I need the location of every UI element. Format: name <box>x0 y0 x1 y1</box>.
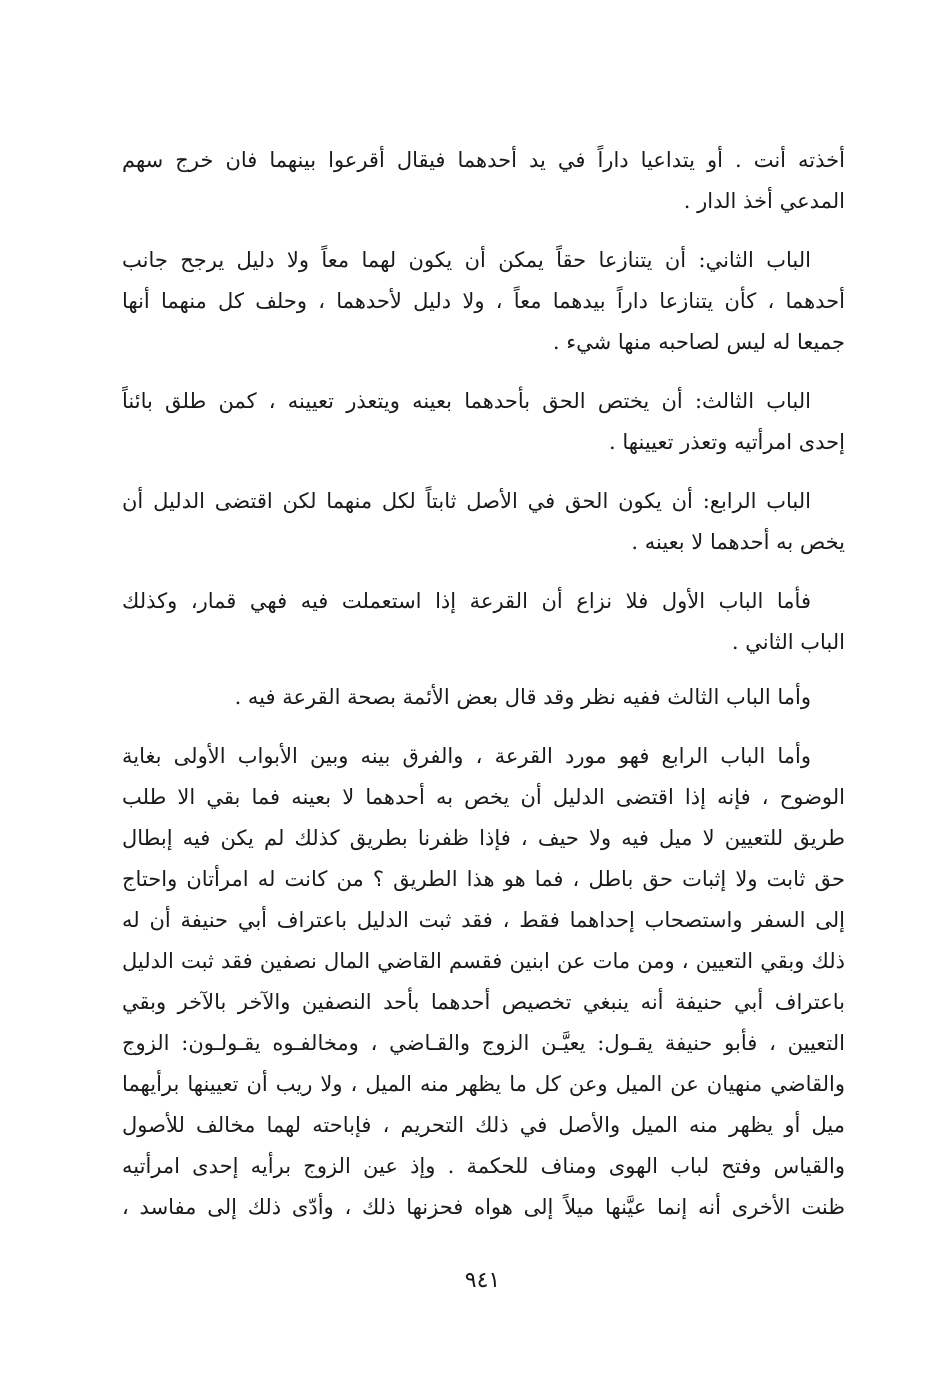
text-line: أخذته أنت . أو يتداعيا داراً في يد أحدهما فيقال أقرعوا بينهما فان خرج سهم <box>122 148 845 172</box>
text-line: الوضوح ، فإنه إذا اقتضى الدليل أن يخص به أحدهما لا بعينه فما بقي الا طلب <box>122 785 845 809</box>
paragraph-4 <box>122 481 845 563</box>
text-line: وأما الباب الثالث ففيه نظر وقد قال بعض الأئمة بصحة القرعة فيه . <box>234 685 811 709</box>
text-line: الباب الثالث: أن يختص الحق بأحدهما بعينه ويتعذر تعيينه ، كمن طلق بائناً <box>122 389 811 413</box>
text-line: باعتراف أبي حنيفة أنه ينبغي تخصيص أحدهما بأحد النصفين والآخر بالآخر وبقي <box>122 990 845 1014</box>
text-line: إحدى امرأتيه وتعذر تعيينها . <box>609 430 845 454</box>
paragraph-6 <box>122 677 845 718</box>
text-line: الباب الثاني . <box>731 630 845 654</box>
paragraph-3 <box>122 381 845 463</box>
text-line: الباب الثاني: أن يتنازعا حقاً يمكن أن يكون لهما معاً ولا دليل يرجح جانب <box>122 248 811 272</box>
text-line: الباب الرابع: أن يكون الحق في الأصل ثابتاً لكل منهما لكن اقتضى الدليل أن <box>122 489 811 513</box>
text-line: إلى السفر واستصحاب إحداهما فقط ، فقد ثبت الدليل باعتراف أبي حنيفة أن له <box>122 908 845 932</box>
text-line: والقياس وفتح لباب الهوى ومناف للحكمة . وإذ عين الزوج برأيه إحدى امرأتيه <box>122 1154 845 1178</box>
paragraph-1 <box>122 140 845 222</box>
text-line: والقاضي منهيان عن الميل وعن كل ما يظهر منه الميل ، ولا ريب أن تعيينها برأيهما <box>122 1072 845 1096</box>
text-line: ظنت الأخرى أنه إنما عيَّنها ميلاً إلى هواه فحزنها ذلك ، وأدّى ذلك إلى مفاسد ، <box>122 1195 845 1219</box>
paragraph-2 <box>122 240 845 363</box>
text-line: ذلك وبقي التعيين ، ومن مات عن ابنين فقسم القاضي المال نصفين فقد ثبت الدليل <box>122 949 845 973</box>
text-line: طريق للتعيين لا ميل فيه ولا حيف ، فإذا ظفرنا بطريق كذلك لم يكن فيه إبطال <box>122 826 845 850</box>
text-line: فأما الباب الأول فلا نزاع أن القرعة إذا استعملت فيه فهي قمار، وكذلك <box>122 589 811 613</box>
page-body <box>122 140 845 1228</box>
text-line: وأما الباب الرابع فهو مورد القرعة ، والفرق بينه وبين الأبواب الأولى بغاية <box>122 744 811 768</box>
page-number: ٩٤١ <box>464 1268 501 1293</box>
paragraph-7 <box>122 736 845 1228</box>
text-line: جميعا له ليس لصاحبه منها شيء . <box>552 330 845 354</box>
text-line: يخص به أحدهما لا بعينه . <box>631 530 845 554</box>
text-line: التعيين ، فأبو حنيفة يقـول: يعيَّـن الزوج والقـاضي ، ومخالفـوه يقـولـون: الزوج <box>122 1031 845 1055</box>
paragraph-5 <box>122 581 845 663</box>
text-line: ميل أو يظهر منه الميل والأصل في ذلك التحريم ، فإباحته لهما مخالف للأصول <box>122 1113 845 1137</box>
text-line: أحدهما ، كأن يتنازعا داراً بيدهما معاً ، ولا دليل لأحدهما ، وحلف كل منهما أنها <box>122 289 845 313</box>
text-line: المدعي أخذ الدار . <box>683 189 845 213</box>
text-line: حق ثابت ولا إثبات حق باطل ، فما هو هذا الطريق ؟ من كانت له امرأتان واحتاج <box>122 867 845 891</box>
